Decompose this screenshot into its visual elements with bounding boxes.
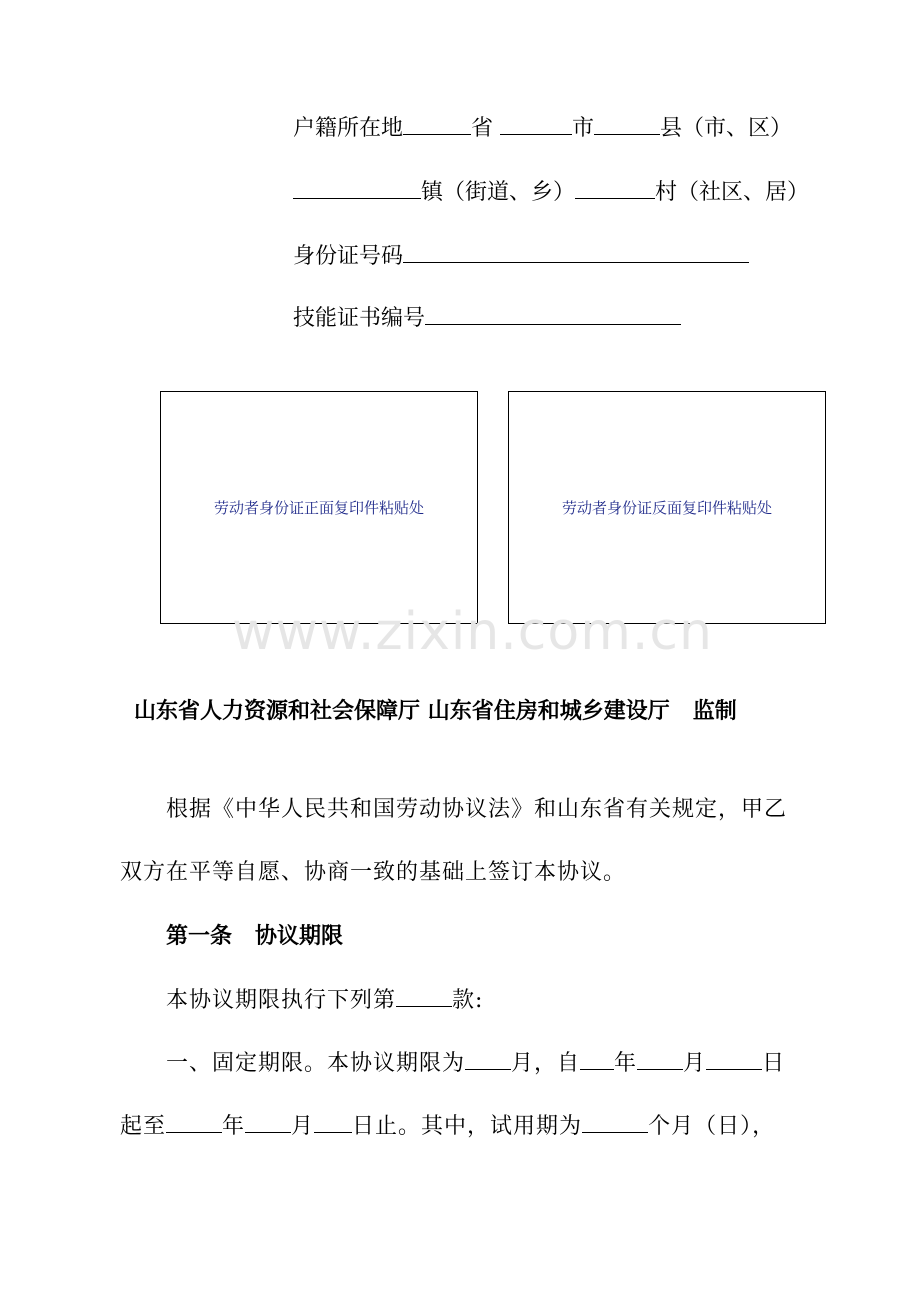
- fixed-term-prefix: 一、固定期限。本协议期限为: [166, 1051, 466, 1076]
- fixed-term-row-1: [166, 1047, 785, 1079]
- skill-cert-input[interactable]: [425, 302, 681, 325]
- intro-line-1: 根据《中华人民共和国劳动协议法》和山东省有关规定，甲乙: [166, 797, 788, 822]
- town-input[interactable]: [293, 176, 421, 199]
- city-input[interactable]: [500, 112, 572, 135]
- end-month-label: 月: [291, 1114, 315, 1139]
- skill-cert-label: 技能证书编号: [293, 306, 426, 331]
- start-year-label: 年: [614, 1051, 638, 1076]
- intro-line-2: 双方在平等自愿、协商一致的基础上签订本协议。: [120, 860, 627, 885]
- clause-prefix: 本协议期限执行下列第: [166, 988, 397, 1013]
- article-1-number: 第一条: [166, 923, 233, 949]
- issuer-suffix: 监制: [692, 698, 737, 724]
- province-input[interactable]: [403, 112, 471, 135]
- clause-suffix: 款:: [452, 988, 484, 1013]
- household-row-2: [293, 176, 809, 208]
- start-day-input[interactable]: [706, 1047, 762, 1070]
- start-year-input[interactable]: [580, 1047, 614, 1070]
- fixed-term-row-2: [120, 1110, 775, 1142]
- village-label: 村（社区、居）: [655, 180, 810, 205]
- id-number-label: 身份证号码: [293, 244, 404, 269]
- skill-cert-row: [293, 302, 681, 334]
- clause-number-input[interactable]: [396, 984, 452, 1007]
- id-number-input[interactable]: [403, 240, 749, 263]
- town-label: 镇（街道、乡）: [421, 180, 576, 205]
- village-input[interactable]: [575, 176, 655, 199]
- issuer-line: [134, 696, 737, 726]
- county-label: 县（市、区）: [660, 116, 793, 141]
- end-year-input[interactable]: [166, 1110, 222, 1133]
- id-front-paste-label: 劳动者身份证正面复印件粘贴处: [213, 499, 424, 517]
- id-back-paste-box: [508, 391, 826, 624]
- end-start-text: 起至: [120, 1114, 167, 1139]
- watermark: www.zixin.com.cn: [232, 602, 713, 662]
- start-month-input[interactable]: [637, 1047, 683, 1070]
- end-month-input[interactable]: [245, 1110, 291, 1133]
- start-day-label: 日: [762, 1051, 786, 1076]
- probation-input[interactable]: [582, 1110, 648, 1133]
- term-months-input[interactable]: [465, 1047, 511, 1070]
- city-label: 市: [572, 116, 595, 141]
- article-1-heading: 协议期限: [255, 923, 344, 949]
- article-1-title: [166, 921, 343, 951]
- end-year-label: 年: [222, 1114, 246, 1139]
- end-day-text: 日止。其中，试用期为: [352, 1114, 583, 1139]
- probation-unit-text: 个月（日），: [648, 1114, 776, 1139]
- id-number-row: [293, 240, 749, 272]
- term-month-text: 月，自: [511, 1051, 581, 1076]
- issuer-dept-2: 山东省住房和城乡建设厅: [427, 698, 670, 724]
- start-month-label: 月: [683, 1051, 707, 1076]
- id-front-paste-box: [160, 391, 478, 624]
- clause-select-row: [166, 984, 483, 1016]
- province-label: 省: [471, 116, 494, 141]
- household-row-1: [293, 112, 792, 144]
- end-day-input[interactable]: [314, 1110, 352, 1133]
- id-back-paste-label: 劳动者身份证反面复印件粘贴处: [561, 499, 772, 517]
- household-label: 户籍所在地: [293, 116, 404, 141]
- county-input[interactable]: [594, 112, 660, 135]
- issuer-dept-1: 山东省人力资源和社会保障厅: [134, 698, 421, 724]
